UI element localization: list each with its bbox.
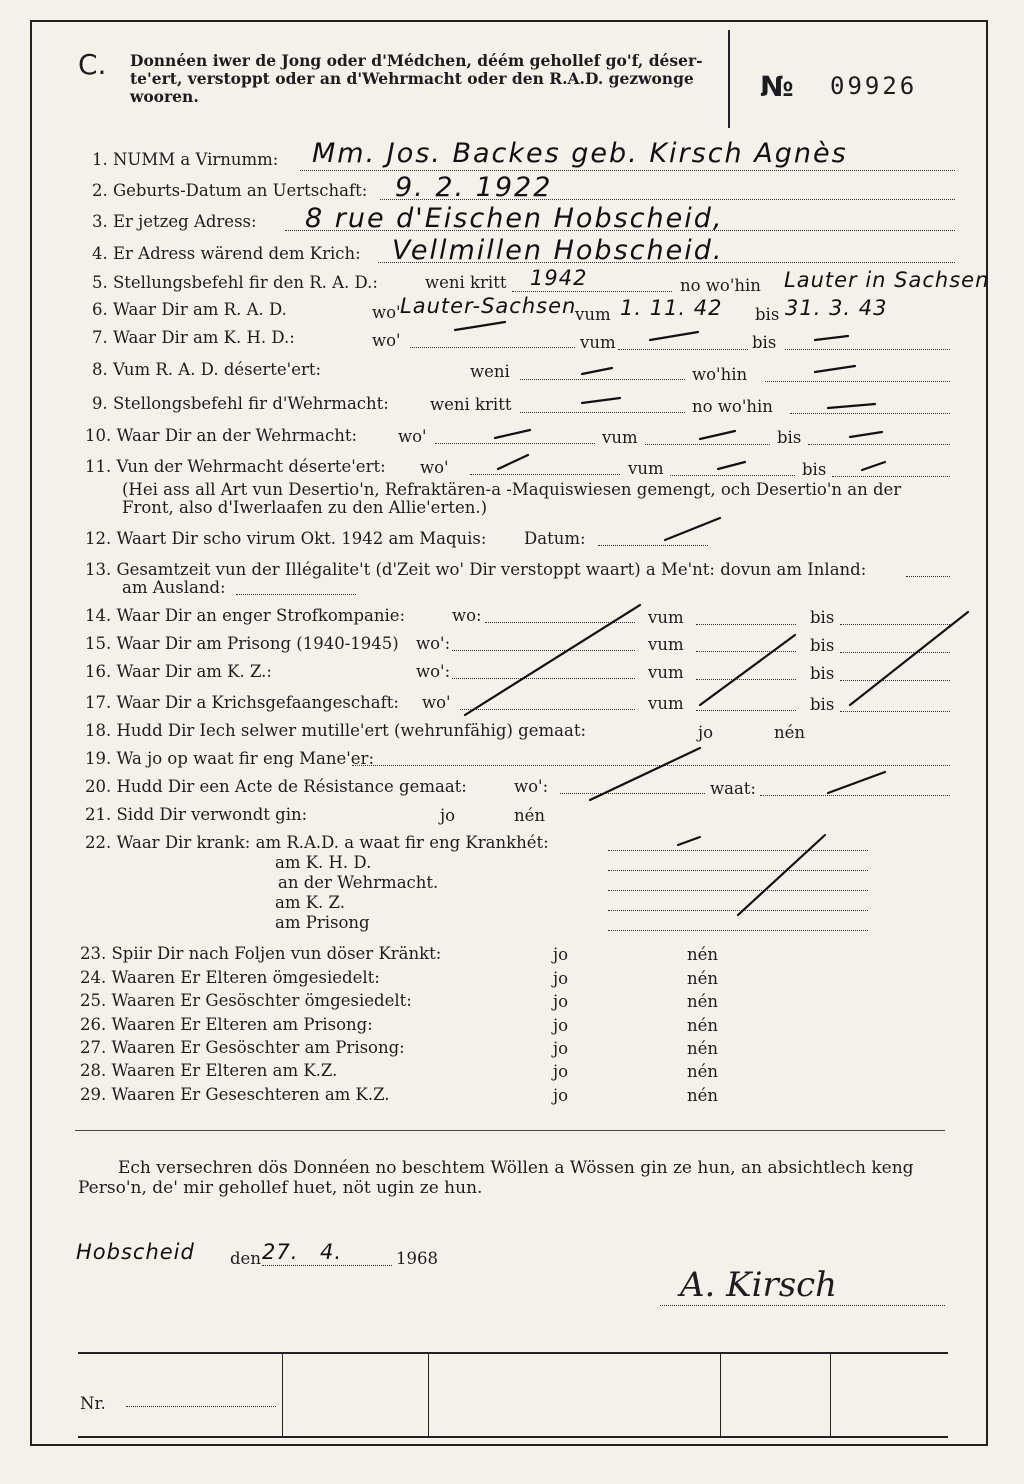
field-18-label: 18. Hudd Dir Iech selwer mutille'ert (wehrunfähig) gemaat:: [85, 721, 587, 740]
header-line-1: Donnéen iwer de Jong oder d'Médchen, déém gehollef go'f, déser-: [130, 51, 703, 70]
yesno-jo: jo: [553, 1062, 569, 1081]
field-4-label: 4. Er Adress wärend dem Krich:: [92, 244, 361, 263]
stroke-12: [665, 518, 720, 540]
field-8-weni: weni: [470, 362, 510, 381]
yesno-nen: nén: [687, 1039, 719, 1058]
field-11-note-1: (Hei ass all Art vun Desertio'n, Refraktären-a -Maquiswiesen gemengt, och Desertio'n an der: [122, 480, 902, 499]
stroke-14-17-bis: [850, 612, 968, 705]
year-label: 1968: [396, 1249, 438, 1268]
field-22-khd: am K. H. D.: [275, 853, 372, 872]
field-5-weni-value: 1942: [530, 266, 588, 290]
header-line-3: wooren.: [130, 87, 199, 106]
field-15-bis: bis: [810, 636, 835, 655]
field-6-vum: vum: [575, 305, 611, 324]
yesno-nen: nén: [687, 1086, 719, 1105]
day-value: 27.: [262, 1240, 299, 1264]
yesno-jo: jo: [553, 1086, 569, 1105]
field-13-line-2: am Ausland:: [122, 578, 226, 597]
nr-label: Nr.: [80, 1394, 106, 1413]
yesno-nen: nén: [687, 1016, 719, 1035]
field-10-vum: vum: [602, 428, 638, 447]
yesno-label: 23. Spiir Dir nach Foljen vun döser Kränkt:: [80, 944, 442, 963]
stroke-19-20: [590, 748, 700, 800]
field-15-vum: vum: [648, 635, 684, 654]
field-7-wo: wo': [372, 331, 401, 350]
stroke-9-weni: [582, 398, 620, 403]
yesno-nen: nén: [687, 992, 719, 1011]
stroke-11-wo: [498, 455, 528, 469]
field-18-nen: nén: [774, 723, 806, 742]
yesno-label: 25. Waaren Er Gesöschter ömgesiedelt:: [80, 991, 412, 1010]
field-22-label: 22. Waar Dir krank: am R.A.D. a waat fir eng Krankhét:: [85, 833, 549, 852]
field-8-wohin: wo'hin: [692, 365, 748, 384]
field-1-value: Mm. Jos. Backes geb. Kirsch Agnès: [312, 138, 848, 169]
den-label: den: [230, 1249, 261, 1268]
field-12-datum: Datum:: [524, 529, 586, 548]
field-11-bis: bis: [802, 460, 827, 479]
field-14-bis: bis: [810, 608, 835, 627]
yesno-nen: nén: [687, 945, 719, 964]
field-9-nowohin: no wo'hin: [692, 397, 773, 416]
field-22-wehrmacht: an der Wehrmacht.: [278, 873, 439, 892]
field-7-vum: vum: [580, 333, 616, 352]
field-5-nowohin-value: Lauter in Sachsen: [784, 268, 990, 292]
field-14-vum: vum: [648, 608, 684, 627]
field-7-label: 7. Waar Dir am K. H. D.:: [92, 328, 295, 347]
field-2-label: 2. Geburts-Datum an Uertschaft:: [92, 181, 368, 200]
field-3-value: 8 rue d'Eischen Hobscheid,: [305, 203, 724, 234]
field-14-label: 14. Waar Dir an enger Strofkompanie:: [85, 606, 406, 625]
number-sign: №: [760, 70, 794, 103]
field-14-wo: wo:: [452, 606, 482, 625]
field-21-nen: nén: [514, 806, 546, 825]
stroke-22-rest: [738, 835, 825, 915]
stroke-7-bis: [815, 336, 848, 340]
yesno-jo: jo: [553, 945, 569, 964]
declaration-line-1: Ech versechren dös Donnéen no beschtem Wöllen a Wössen gin ze hun, an absichtlech keng: [118, 1158, 914, 1178]
stroke-11-vum: [718, 462, 745, 469]
field-21-jo: jo: [440, 806, 456, 825]
field-20-waat: waat:: [710, 779, 756, 798]
field-6-wo-value: Lauter-Sachsen: [400, 294, 577, 318]
field-5-label: 5. Stellungsbefehl fir den R. A. D.:: [92, 273, 378, 292]
field-9-label: 9. Stellongsbefehl fir d'Wehrmacht:: [92, 394, 389, 413]
stroke-10-bis: [850, 432, 882, 437]
field-16-bis: bis: [810, 664, 835, 683]
field-10-label: 10. Waar Dir an der Wehrmacht:: [85, 426, 358, 445]
field-11-wo: wo': [420, 458, 449, 477]
stroke-9-nowohin: [828, 404, 875, 408]
field-21-label: 21. Sidd Dir verwondt gin:: [85, 805, 308, 824]
field-11-vum: vum: [628, 459, 664, 478]
field-10-wo: wo': [398, 427, 427, 446]
field-20-label: 20. Hudd Dir een Acte de Résistance gemaat:: [85, 777, 467, 796]
stroke-8-wohin: [815, 366, 855, 372]
yesno-label: 28. Waaren Er Elteren am K.Z.: [80, 1061, 338, 1080]
field-18-jo: jo: [698, 723, 714, 742]
yesno-label: 29. Waaren Er Geseschteren am K.Z.: [80, 1085, 390, 1104]
yesno-nen: nén: [687, 969, 719, 988]
yesno-jo: jo: [553, 1016, 569, 1035]
field-1-label: 1. NUMM a Virnumm:: [92, 150, 279, 169]
declaration-line-2: Perso'n, de' mir gehollef huet, nöt ugin ze hun.: [78, 1178, 483, 1198]
place-value: Hobscheid: [76, 1240, 195, 1264]
field-16-vum: vum: [648, 663, 684, 682]
yesno-label: 27. Waaren Er Gesöschter am Prisong:: [80, 1038, 405, 1057]
form-number: 09926: [830, 72, 918, 100]
field-16-label: 16. Waar Dir am K. Z.:: [85, 662, 272, 681]
field-2-value: 9. 2. 1922: [395, 172, 553, 203]
stroke-7-wo: [455, 322, 505, 330]
stroke-10-vum: [700, 431, 735, 439]
field-6-bis: bis: [755, 305, 780, 324]
header-line-2: te'ert, verstoppt oder an d'Wehrmacht oder den R.A.D. gezwonge: [130, 69, 694, 88]
field-12-label: 12. Waart Dir scho virum Okt. 1942 am Maquis:: [85, 529, 487, 548]
field-20-wo: wo':: [514, 777, 549, 796]
yesno-label: 24. Waaren Er Elteren ömgesiedelt:: [80, 968, 380, 987]
field-5-weni: weni kritt: [425, 273, 507, 292]
section-letter: C.: [78, 48, 107, 81]
field-8-label: 8. Vum R. A. D. déserte'ert:: [92, 360, 322, 379]
field-13-line-1: 13. Gesamtzeit vun der Illégalite't (d'Zeit wo' Dir verstoppt waart) a Me'nt: dovun am Inland:: [85, 560, 867, 579]
field-6-label: 6. Waar Dir am R. A. D.: [92, 300, 287, 319]
field-11-note-2: Front, also d'Iwerlaafen zu den Allie'erten.): [122, 498, 488, 517]
field-17-label: 17. Waar Dir a Krichsgefaangeschaft:: [85, 693, 399, 712]
stroke-22-rad: [678, 837, 700, 845]
stroke-7-vum: [650, 332, 698, 340]
field-15-label: 15. Waar Dir am Prisong (1940-1945): [85, 634, 399, 653]
yesno-jo: jo: [553, 992, 569, 1011]
field-16-wo: wo':: [416, 662, 451, 681]
field-9-weni: weni kritt: [430, 395, 512, 414]
stroke-10-wo: [495, 430, 530, 438]
field-22-prisong: am Prisong: [275, 913, 370, 932]
field-15-wo: wo':: [416, 634, 451, 653]
stroke-8-weni: [582, 368, 612, 374]
yesno-label: 26. Waaren Er Elteren am Prisong:: [80, 1015, 373, 1034]
field-6-vum-value: 1. 11. 42: [620, 296, 723, 320]
field-17-vum: vum: [648, 694, 684, 713]
yesno-jo: jo: [553, 969, 569, 988]
field-22-kz: am K. Z.: [275, 893, 345, 912]
field-6-wo: wo': [372, 303, 401, 322]
yesno-nen: nén: [687, 1062, 719, 1081]
field-17-bis: bis: [810, 695, 835, 714]
field-7-bis: bis: [752, 333, 777, 352]
month-value: 4.: [320, 1240, 343, 1264]
field-19-label: 19. Wa jo op waat fir eng Mane'er:: [85, 749, 375, 768]
stroke-20-waat: [828, 772, 885, 793]
yesno-jo: jo: [553, 1039, 569, 1058]
field-17-wo: wo': [422, 693, 451, 712]
field-6-bis-value: 31. 3. 43: [785, 296, 888, 320]
stroke-14-17-wo: [465, 605, 640, 715]
field-10-bis: bis: [777, 428, 802, 447]
stroke-11-bis: [862, 462, 885, 470]
signature: A. Kirsch: [680, 1265, 838, 1305]
field-5-nowohin: no wo'hin: [680, 276, 761, 295]
stroke-14-17-vum: [700, 635, 795, 705]
field-3-label: 3. Er jetzeg Adress:: [92, 212, 257, 231]
field-4-value: Vellmillen Hobscheid.: [392, 235, 724, 266]
field-11-label: 11. Vun der Wehrmacht déserte'ert:: [85, 457, 386, 476]
